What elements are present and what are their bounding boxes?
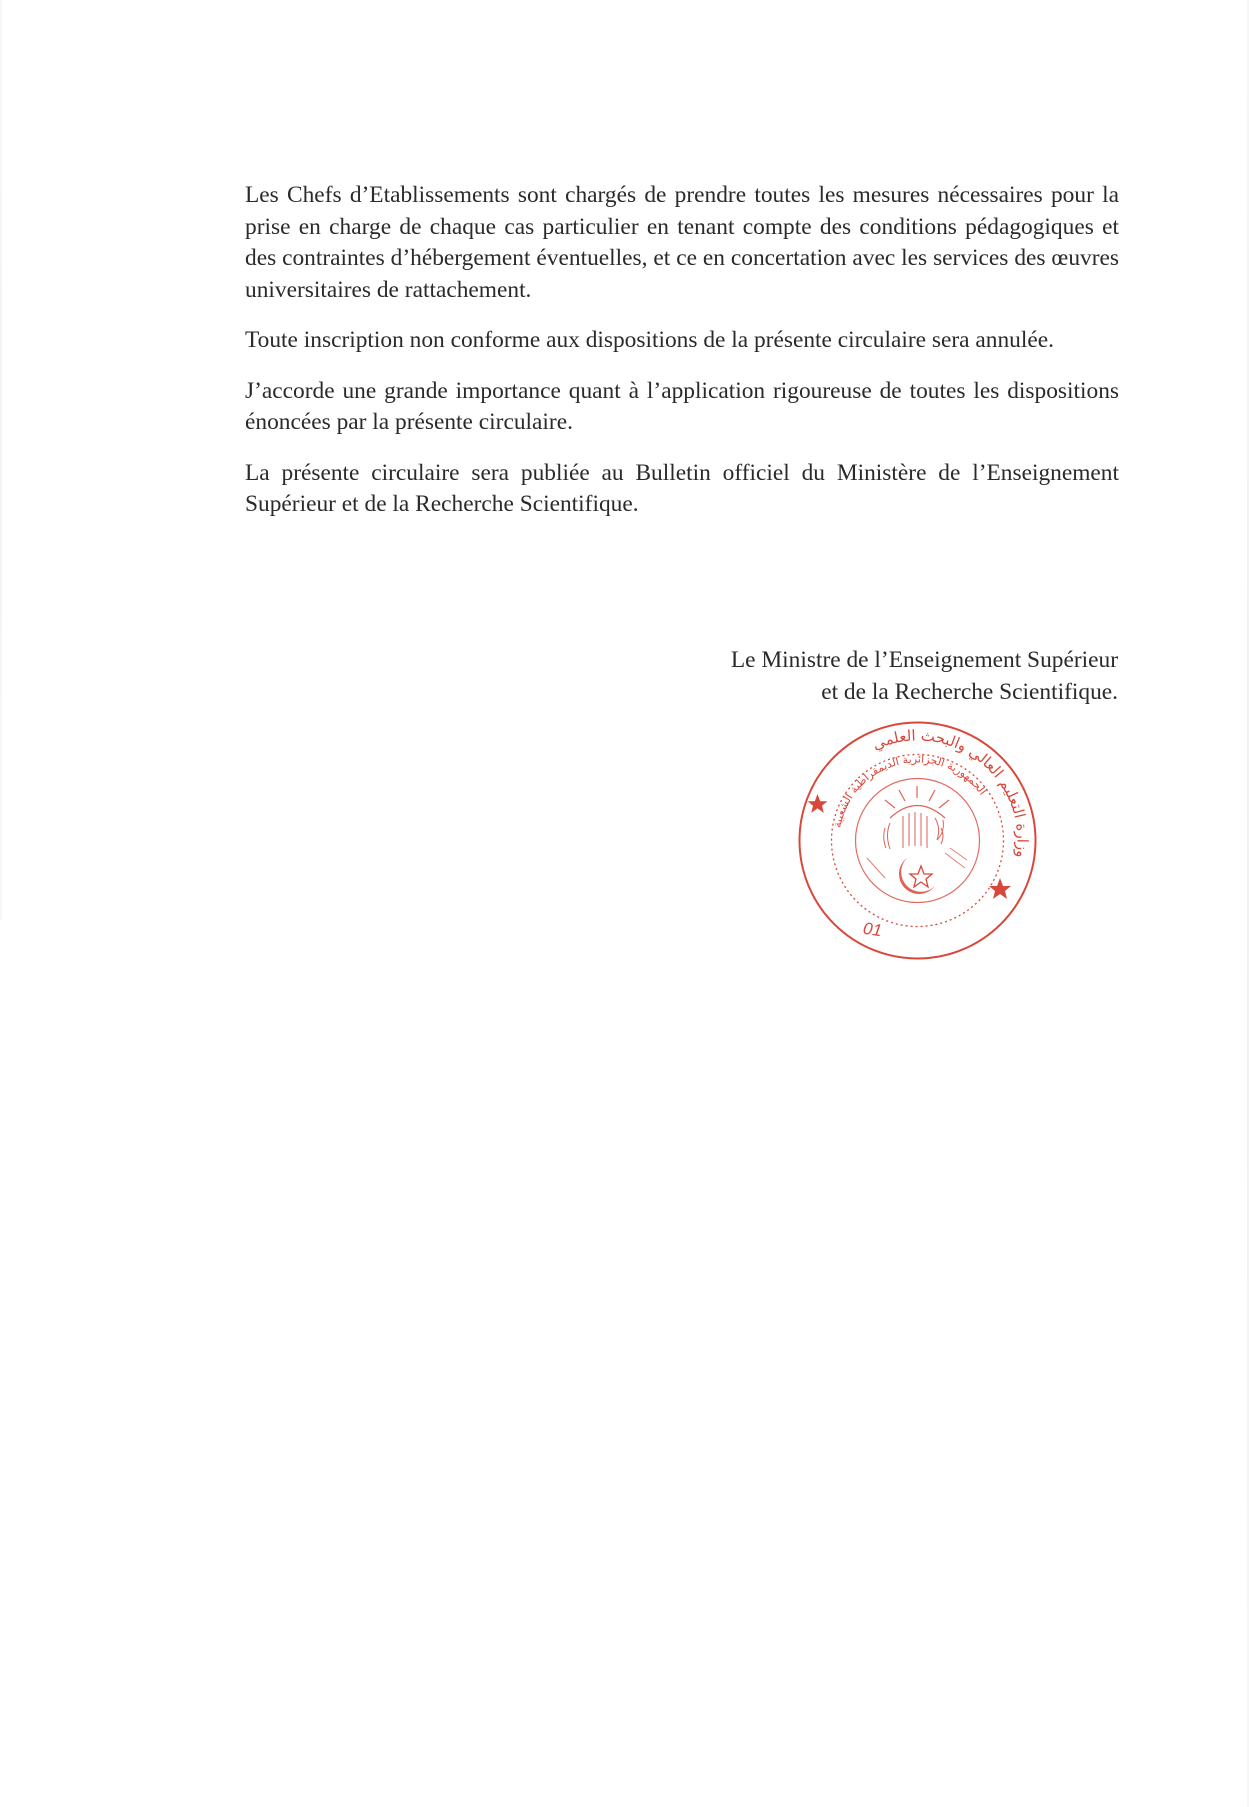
seal-inner-inscription: الجمهورية الجزائرية الديمقراطية الشعبية <box>830 752 990 829</box>
signature-title-line2: et de la Recherche Scientifique. <box>821 679 1118 705</box>
seal-number: 01 <box>861 918 884 941</box>
seal-stamp-icon <box>795 718 1040 963</box>
document-body <box>245 180 1119 540</box>
paragraph-inscription: Toute inscription non conforme aux dispositions de la présente circulaire sera annulée. <box>245 327 1054 353</box>
signature-title-line1: Le Ministre de l’Enseignement Supérieur <box>730 647 1118 673</box>
scan-edge-left <box>0 0 2 920</box>
paragraph-importance: J’accorde une grande importance quant à l’application rigoureuse de toutes les dispositions énoncées par la présente circulaire. <box>245 377 1119 435</box>
seal-outer-inscription: وزارة التعليم العالي والبحث العلمي <box>869 726 1032 860</box>
paragraph-etablissements: Les Chefs d’Etablissements sont chargés de prendre toutes les mesures nécessaires pour la prise en charge de chaque cas particulier en tenant compte des conditions pédagogiques et des contraintes d’hébergement éventuelles, et ce en concertation avec les services des œuvres universitaires de rattachement. <box>245 182 1119 303</box>
paragraph-publication: La présente circulaire sera publiée au Bulletin officiel du Ministère de l’Enseignement Supérieur et de la Recherche Scientifique. <box>245 459 1119 517</box>
official-seal <box>795 718 1040 963</box>
signature-block <box>731 644 1118 708</box>
